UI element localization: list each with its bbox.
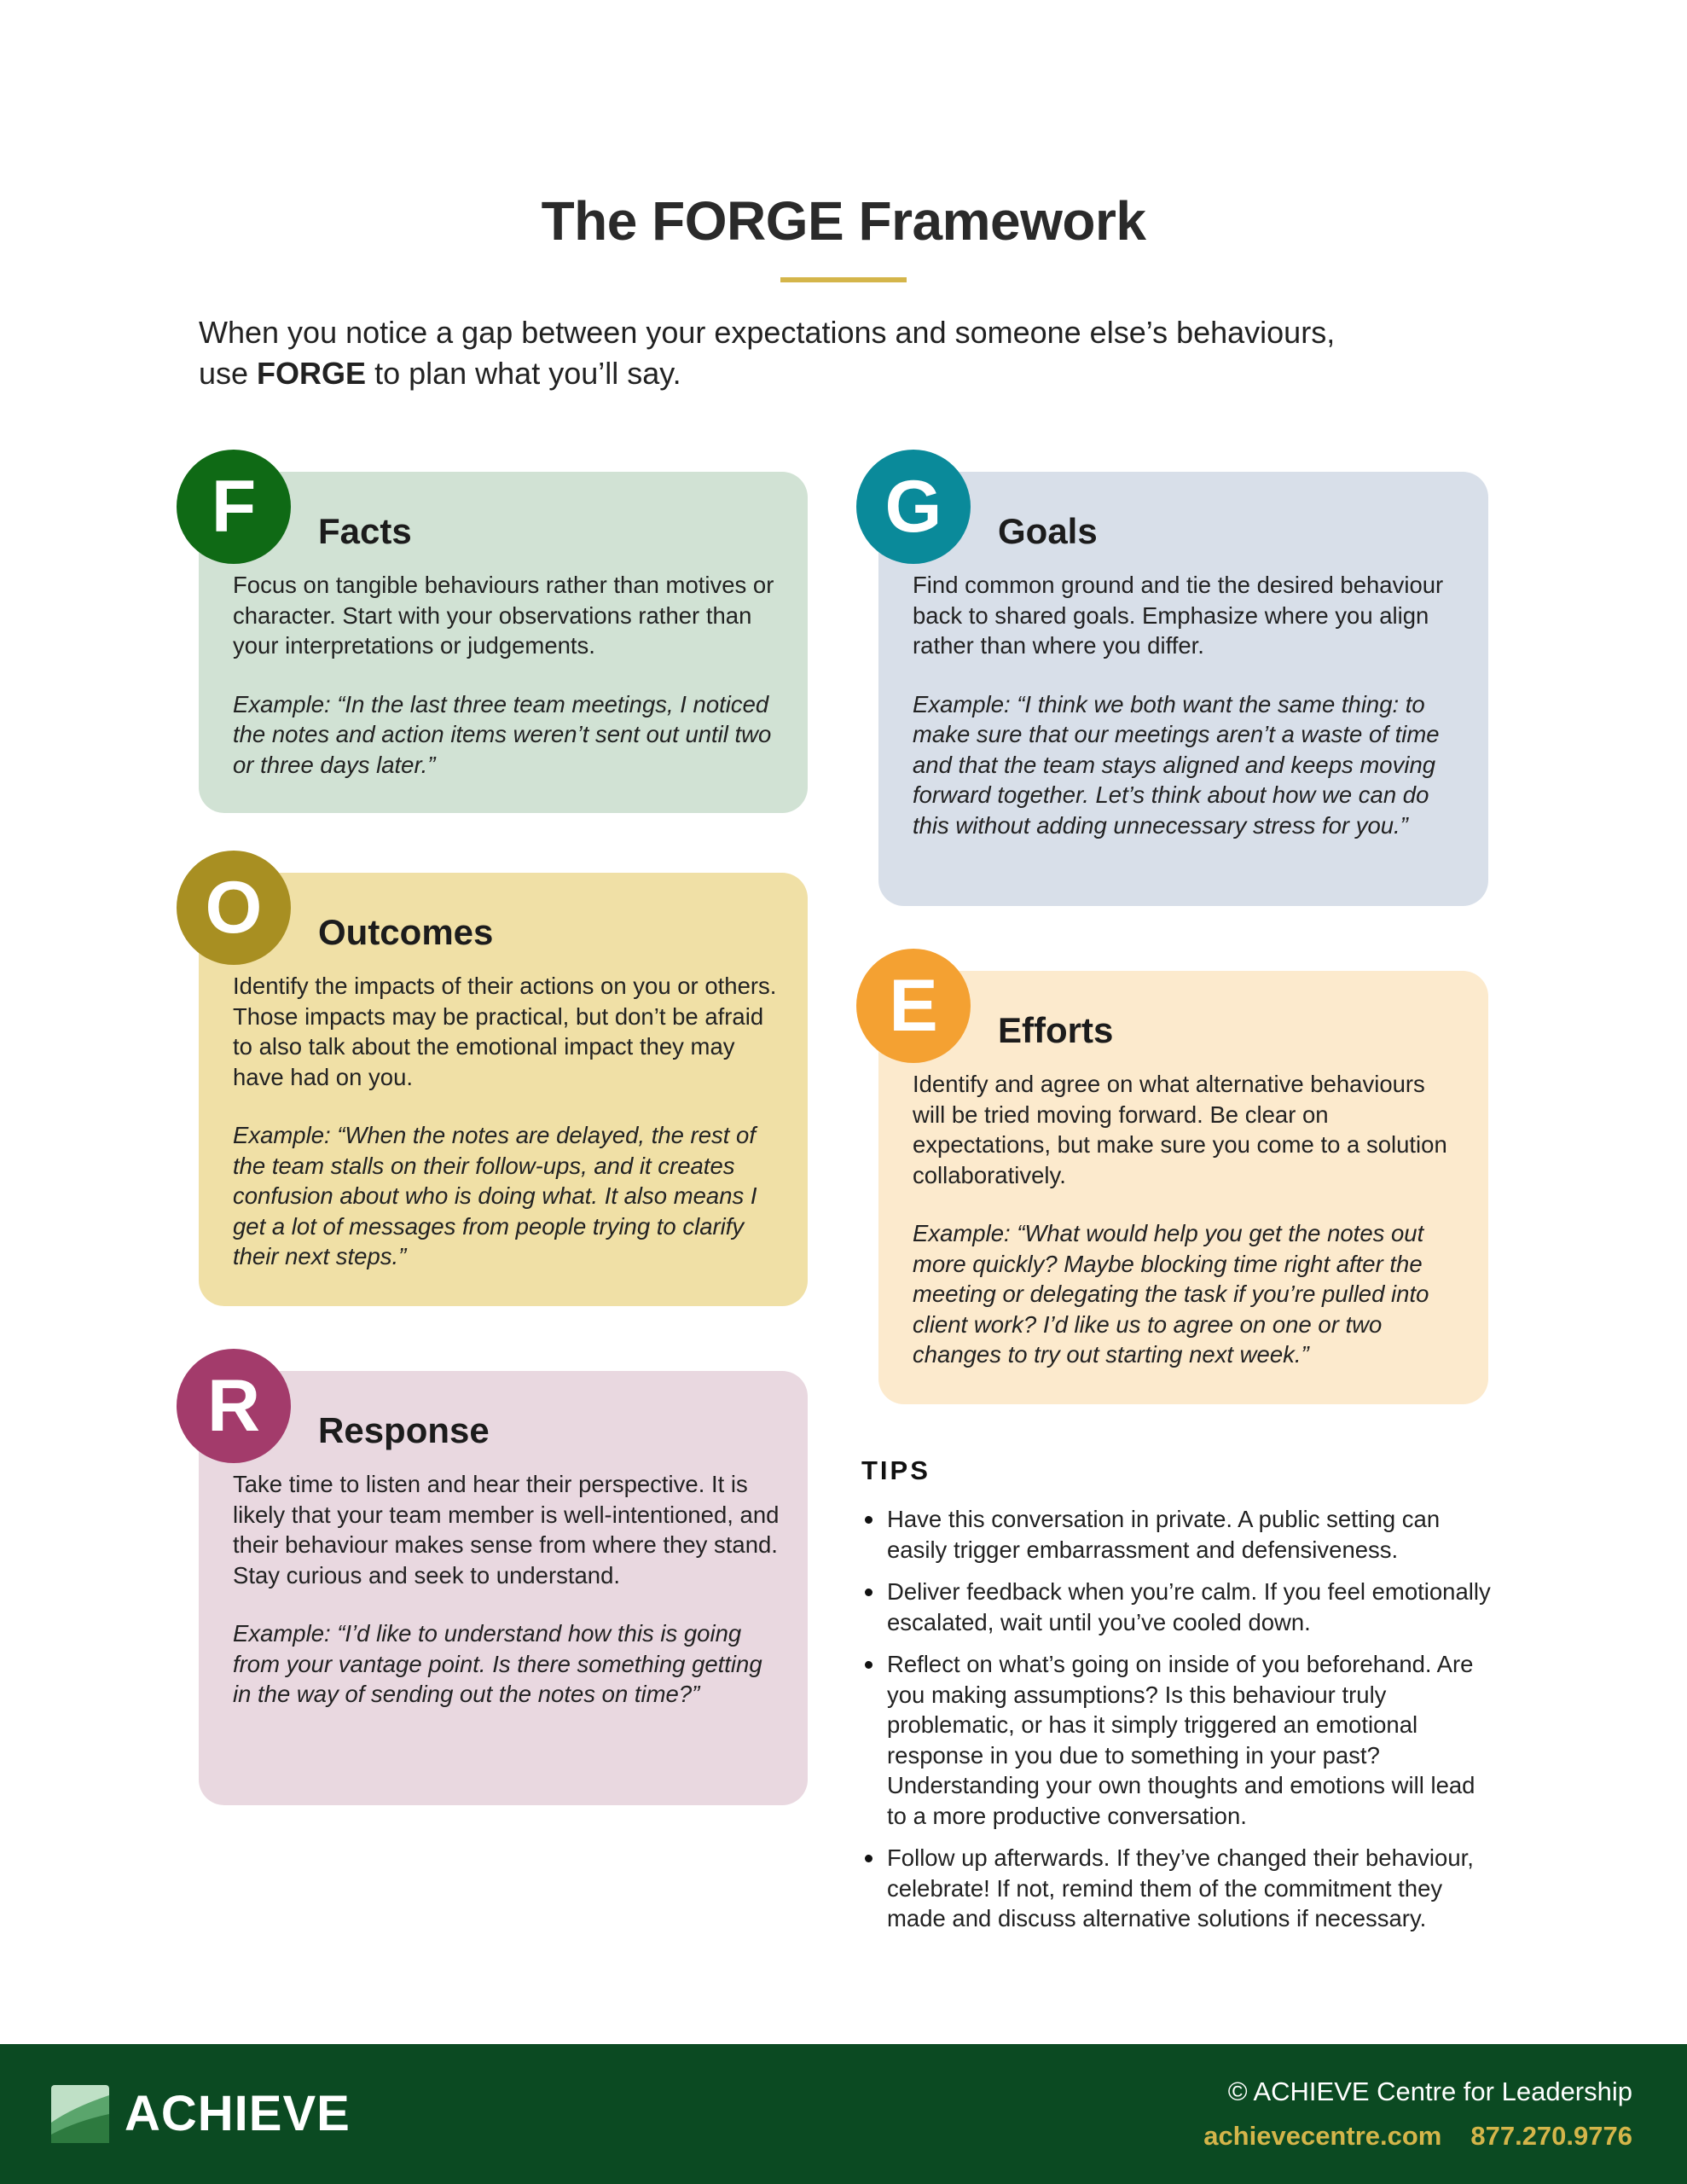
intro-line-2-prefix: use bbox=[199, 356, 258, 391]
card-response-example: Example: “I’d like to understand how this is going from your vantage point. Is there something getting in the way of sending out the notes on time?” bbox=[233, 1620, 762, 1707]
achieve-logo-icon bbox=[51, 2085, 109, 2143]
card-efforts-example: Example: “What would help you get the notes out more quickly? Maybe blocking time right after the meeting or delegating the task if you’re pulled into client work? I’d like us to agree on one or two changes to try out starting next week.” bbox=[913, 1220, 1429, 1368]
footer-bar bbox=[0, 2044, 1687, 2184]
intro-forge-bold: FORGE bbox=[257, 356, 367, 391]
card-outcomes-heading: Outcomes bbox=[318, 912, 494, 952]
card-facts bbox=[199, 472, 808, 813]
website-link[interactable]: achievecentre.com bbox=[1203, 2121, 1442, 2151]
tip-item: Have this conversation in private. A public setting can easily trigger embarrassment and defensiveness. bbox=[861, 1504, 1497, 1565]
tip-item: Reflect on what’s going on inside of you beforehand. Are you making assumptions? Is this behaviour truly problematic, or has it simply triggered an emotional response in you due to something in your past? Understanding your own thoughts and emotions will lead to a more productive conversation. bbox=[861, 1649, 1497, 1831]
card-response-description: Take time to listen and hear their perspective. It is likely that your team member is well-intentioned, and their behaviour makes sense from where they stand. Stay curious and seek to understand. bbox=[233, 1471, 780, 1589]
card-goals-example: Example: “I think we both want the same thing: to make sure that our meetings aren’t a waste of time and that the team stays aligned and keeps moving forward together. Let’s think about how we can do this without adding unnecessary stress for you.” bbox=[913, 690, 1440, 839]
goals-letter-badge: G bbox=[856, 450, 971, 564]
card-outcomes bbox=[199, 873, 808, 1306]
outcomes-letter-badge: O bbox=[177, 851, 291, 965]
tips-list bbox=[861, 1504, 1497, 1946]
card-goals bbox=[878, 472, 1488, 906]
intro-text bbox=[199, 312, 1495, 394]
intro-line-1: When you notice a gap between your expectations and someone else’s behaviours, bbox=[199, 315, 1336, 350]
tip-item: Follow up afterwards. If they’ve changed their behaviour, celebrate! If not, remind them of the commitment they made and discuss alternative solutions if necessary. bbox=[861, 1843, 1497, 1934]
tips-heading: TIPS bbox=[861, 1455, 930, 1485]
efforts-letter-badge: E bbox=[856, 949, 971, 1063]
card-goals-heading: Goals bbox=[998, 511, 1098, 551]
achieve-logo-text: ACHIEVE bbox=[125, 2086, 351, 2141]
facts-letter-badge: F bbox=[177, 450, 291, 564]
card-response bbox=[199, 1371, 808, 1805]
card-efforts bbox=[878, 971, 1488, 1404]
title-underline bbox=[780, 277, 907, 282]
tip-item: Deliver feedback when you’re calm. If you feel emotionally escalated, wait until you’ve cooled down. bbox=[861, 1577, 1497, 1637]
card-response-heading: Response bbox=[318, 1410, 490, 1450]
card-goals-description: Find common ground and tie the desired behaviour back to shared goals. Emphasize where you align rather than where you differ. bbox=[913, 572, 1444, 659]
card-outcomes-example: Example: “When the notes are delayed, the rest of the team stalls on their follow-ups, and it creates confusion about who is doing what. It also means I get a lot of messages from people trying to clarify their next steps.” bbox=[233, 1122, 757, 1269]
card-facts-example: Example: “In the last three team meetings, I noticed the notes and action items weren’t sent out until two or three days later.” bbox=[233, 690, 772, 778]
phone-number[interactable]: 877.270.9776 bbox=[1470, 2121, 1632, 2151]
card-facts-heading: Facts bbox=[318, 511, 412, 551]
copyright-text: © ACHIEVE Centre for Leadership bbox=[1227, 2077, 1632, 2106]
intro-line-2-suffix: to plan what you’ll say. bbox=[366, 356, 681, 391]
contact-info bbox=[1203, 2121, 1632, 2152]
card-efforts-description: Identify and agree on what alternative behaviours will be tried moving forward. Be clear on expectations, but make sure you come to a solution collaboratively. bbox=[913, 1071, 1447, 1188]
card-outcomes-description: Identify the impacts of their actions on you or others. Those impacts may be practical, but don’t be afraid to also talk about the emotional impact they may have had on you. bbox=[233, 973, 777, 1090]
page-title: The FORGE Framework bbox=[541, 190, 1146, 252]
card-efforts-heading: Efforts bbox=[998, 1010, 1114, 1050]
response-letter-badge: R bbox=[177, 1349, 291, 1463]
card-facts-description: Focus on tangible behaviours rather than motives or character. Start with your observations rather than your interpretations or judgements. bbox=[233, 572, 774, 659]
